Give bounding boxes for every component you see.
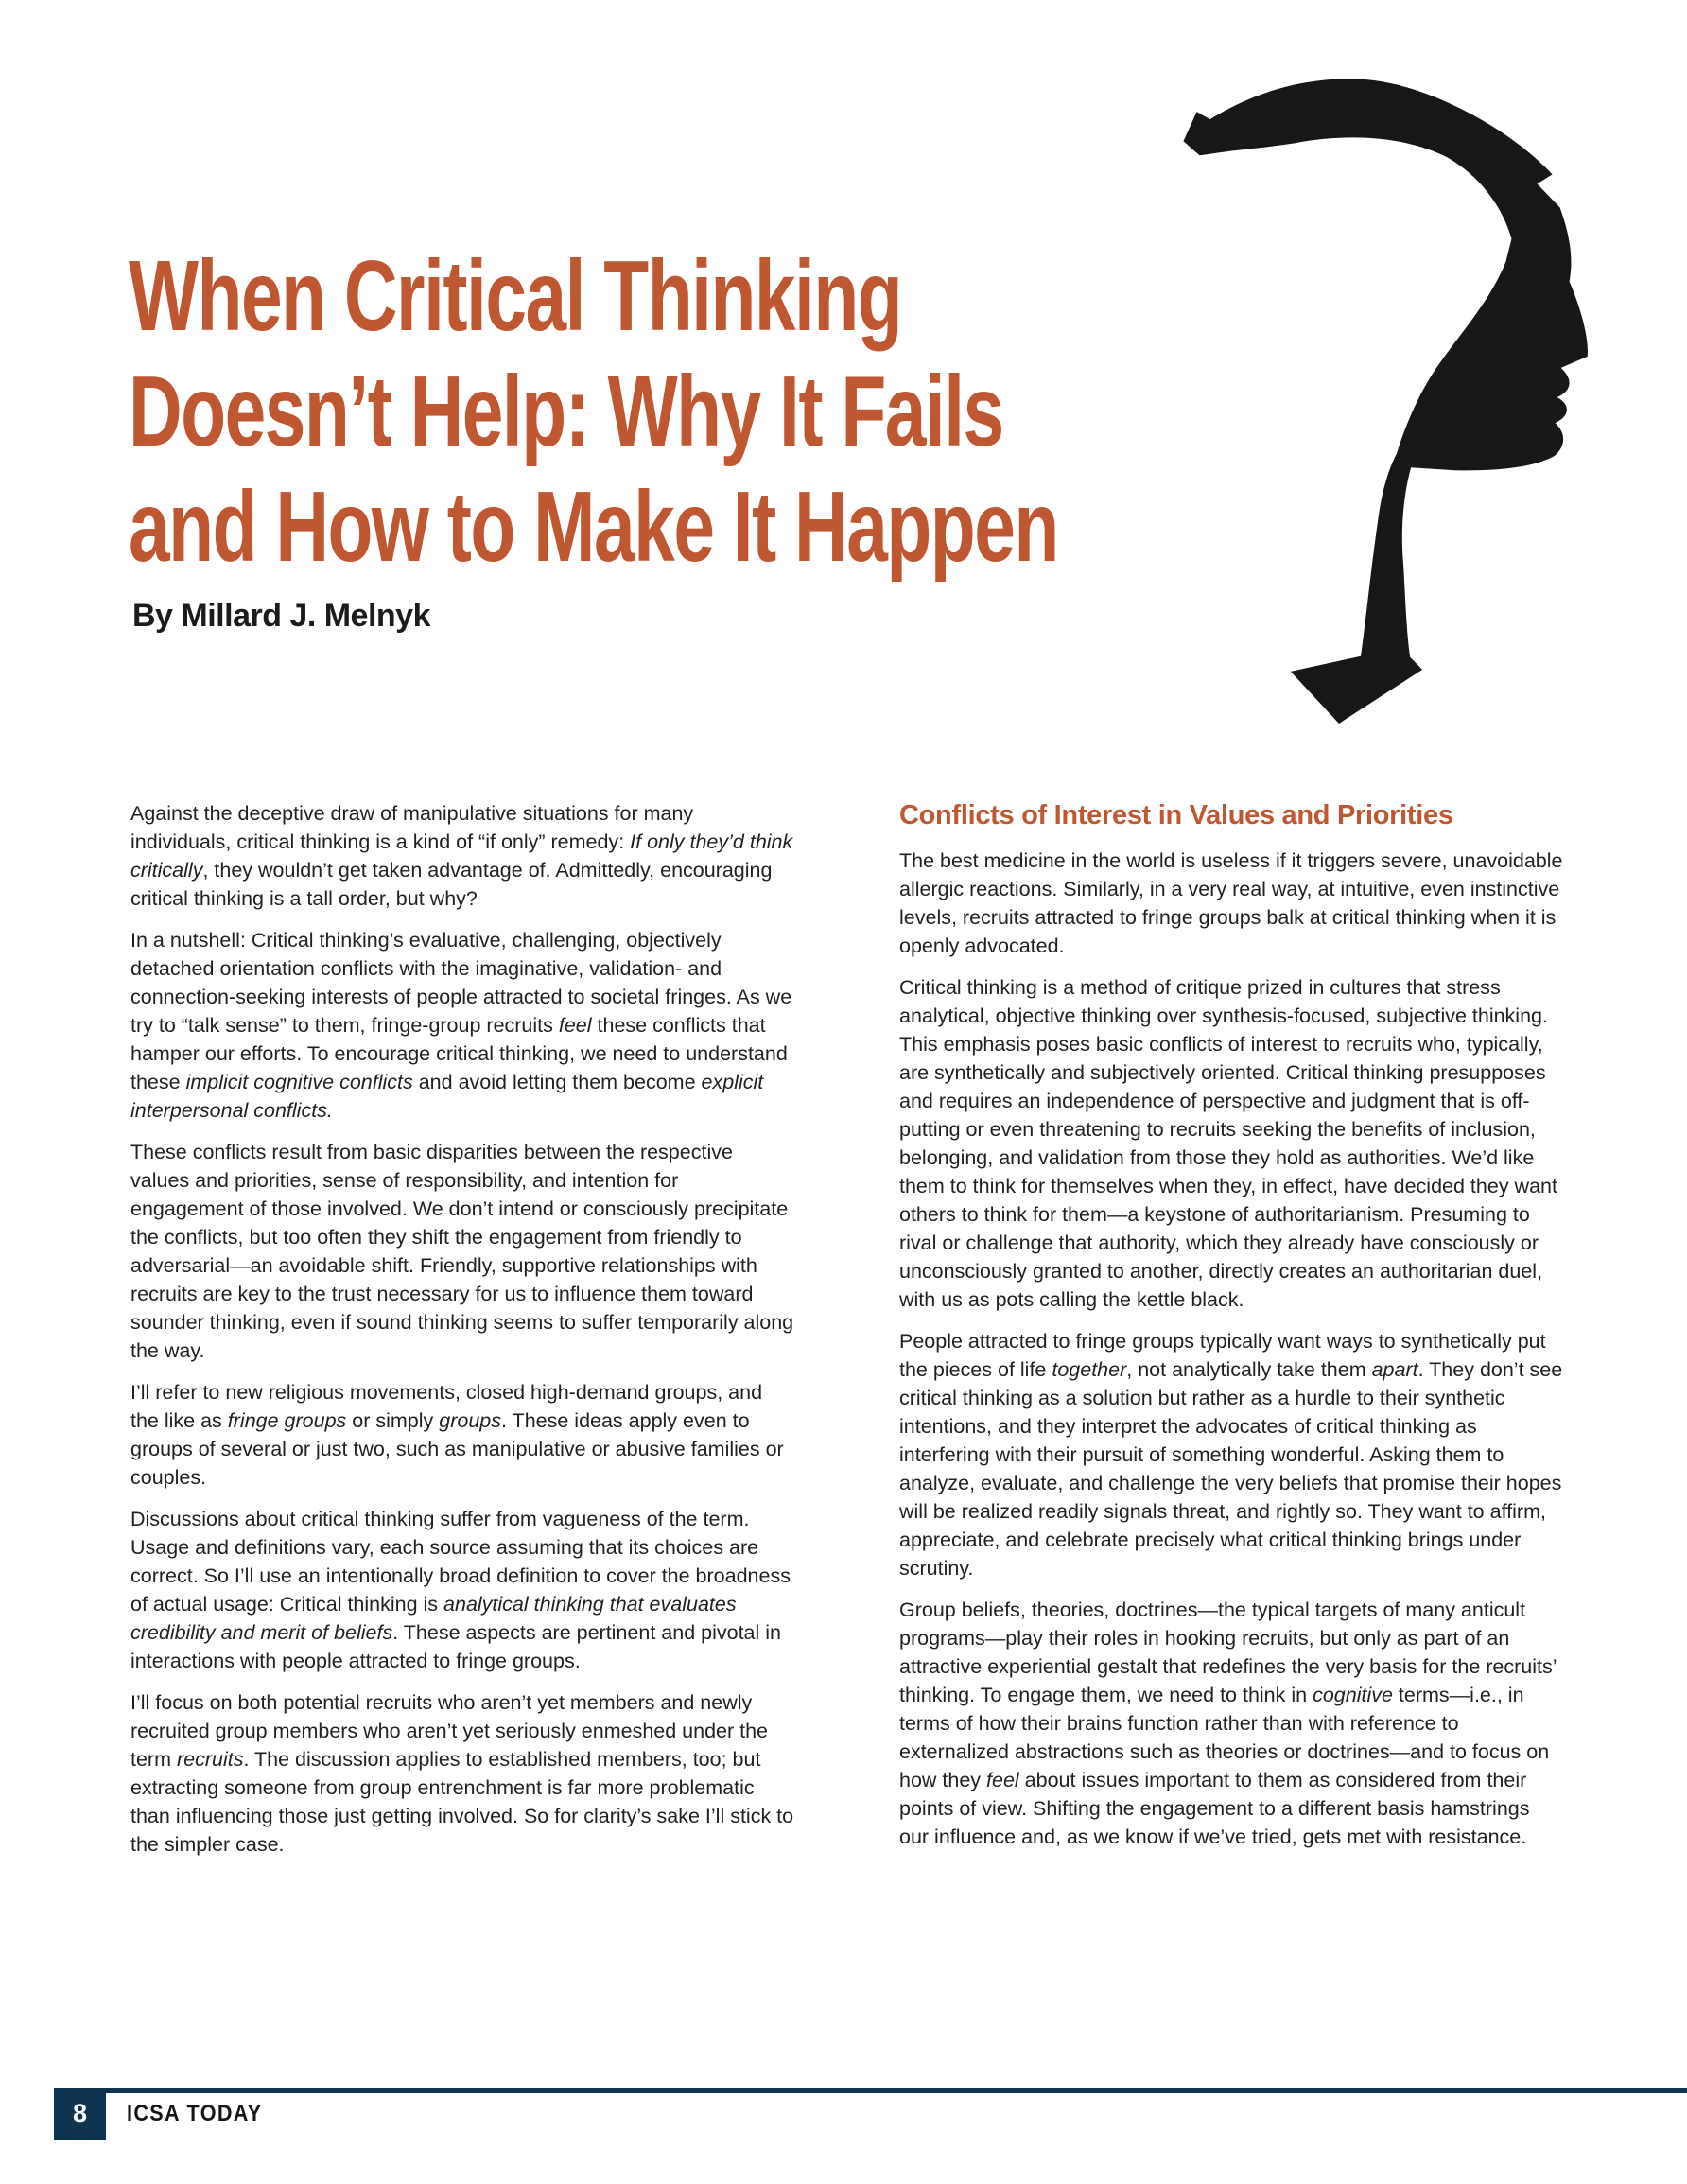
italic-text-run: apart bbox=[1371, 1358, 1418, 1381]
text-run: The best medicine in the world is useless if it triggers severe, unavoidable allergic reactions. Similarly, in a very real way, at intuitive, even instinctive levels, recruits attracted to fringe groups balk at critical thinking when it is openly advocated. bbox=[899, 849, 1563, 957]
text-run: . These aspects are pertinent and pivotal in interactions with people attracted to fringe groups. bbox=[130, 1621, 781, 1672]
italic-text-run: implicit cognitive conflicts bbox=[185, 1071, 413, 1093]
text-run: and avoid letting them become bbox=[412, 1071, 702, 1093]
page-number-box bbox=[54, 2088, 106, 2140]
italic-text-run: feel bbox=[558, 1014, 592, 1037]
body-paragraph bbox=[899, 973, 1564, 1314]
italic-text-run: recruits bbox=[176, 1748, 244, 1771]
section-heading: Conflicts of Interest in Values and Priorities bbox=[899, 800, 1453, 830]
text-run: These conflicts result from basic disparities between the respective values and priorities, sense of responsibility, and intention for engagement of those involved. We don’t intend or consciously precipitate the conflicts, but too often they shift the engagement from friendly to adversarial—an avoidable shift. Friendly, supportive relationships with recruits are key to the trust necessary for us to influence them toward sounder thinking, even if sound thinking seems to suffer temporarily along the way. bbox=[130, 1141, 794, 1362]
left-column bbox=[130, 799, 795, 1872]
article-title-line-1: When Critical Thinking bbox=[129, 240, 902, 352]
body-paragraph bbox=[130, 926, 795, 1125]
text-run: Against the deceptive draw of manipulative situations for many individuals, critical thinking is a kind of “if only” remedy: bbox=[130, 802, 694, 853]
text-run: I’ll focus on both potential recruits who aren’t yet members and newly recruited group members who aren’t yet seriously enmeshed under the term bbox=[130, 1691, 769, 1771]
page-number: 8 bbox=[72, 2099, 88, 2127]
italic-text-run: If only they’d think critically bbox=[130, 830, 793, 882]
body-paragraph bbox=[899, 1327, 1564, 1582]
body-paragraph bbox=[130, 799, 795, 913]
italic-text-run: fringe groups bbox=[227, 1409, 347, 1432]
text-run: or simply bbox=[346, 1409, 440, 1432]
text-run: Group beliefs, theories, doctrines—the typical targets of many anticult programs—play their roles in hooking recruits, but only as part of an attractive experiential gestalt that redefines the very basis for the recruits’ thinking. To engage them, we need to think in bbox=[899, 1599, 1557, 1706]
article-title bbox=[129, 238, 1058, 585]
italic-text-run: analytical thinking that evaluates credibility and merit of beliefs bbox=[130, 1593, 737, 1644]
text-run: Discussions about critical thinking suffer from vagueness of the term. Usage and definitions vary, each source assuming that its choices are correct. So I’ll use an intentionally broad definition to cover the broadness of actual usage: Critical thinking is bbox=[130, 1508, 791, 1616]
text-run: In a nutshell: Critical thinking’s evaluative, challenging, objectively detached orientation conflicts with the imaginative, validation- and connection-seeking interests of people attracted to societal fringes. As we try to “talk sense” to them, fringe-group recruits bbox=[130, 929, 792, 1037]
text-run: . These ideas apply even to groups of several or just two, such as manipulative or abusive families or couples. bbox=[130, 1409, 784, 1489]
publication-name: ICSA TODAY bbox=[127, 2101, 263, 2126]
text-run: People attracted to fringe groups typically want ways to synthetically put the pieces of life bbox=[899, 1330, 1546, 1381]
text-run: these conflicts that hamper our efforts. To encourage critical thinking, we need to understand these bbox=[130, 1014, 788, 1093]
italic-text-run: explicit interpersonal conflicts. bbox=[130, 1071, 764, 1122]
head-arrow-silhouette-path bbox=[1183, 79, 1587, 724]
footer-rule bbox=[54, 2088, 1687, 2093]
italic-text-run: cognitive bbox=[1313, 1684, 1393, 1706]
body-paragraph bbox=[130, 1505, 795, 1675]
text-run: terms—i.e., in terms of how their brains function rather than with reference to externalized abstractions such as theories or doctrines—and to focus on how they bbox=[899, 1684, 1550, 1791]
article-body bbox=[130, 799, 1564, 1872]
text-run: I’ll refer to new religious movements, closed high-demand groups, and the like as bbox=[130, 1381, 763, 1432]
text-run: , they wouldn’t get taken advantage of. Admittedly, encouraging critical thinking is a tall order, but why? bbox=[130, 859, 773, 910]
right-column-paragraphs bbox=[899, 847, 1564, 1851]
text-run: about issues important to them as considered from their points of view. Shifting the engagement to a different basis hamstrings our influence and, as we know if we’ve tried, gets met with resistance. bbox=[899, 1769, 1530, 1848]
italic-text-run: together bbox=[1052, 1358, 1127, 1381]
italic-text-run: feel bbox=[986, 1769, 1019, 1791]
article-title-line-2: Doesn’t Help: Why It Fails bbox=[129, 356, 1003, 467]
text-run: . The discussion applies to established members, too; but extracting someone from group entrenchment is far more problematic than influencing those just getting involved. So for clarity’s sake I’ll stick to the simpler case. bbox=[130, 1748, 794, 1856]
italic-text-run: groups bbox=[439, 1409, 501, 1432]
body-paragraph bbox=[130, 1138, 795, 1365]
text-run: . They don’t see critical thinking as a solution but rather as a hurdle to their synthetic intentions, and they interpret the advocates of critical thinking as interfering with their pursuit of something wonderful. Asking them to analyze, evaluate, and challenge the very beliefs that promise their hopes will be realized readily signals threat, and rightly so. They want to affirm, appreciate, and celebrate precisely what critical thinking brings under scrutiny. bbox=[899, 1358, 1563, 1580]
byline: By Millard J. Melnyk bbox=[132, 598, 430, 634]
text-run: , not analytically take them bbox=[1126, 1358, 1372, 1381]
body-paragraph bbox=[899, 847, 1564, 960]
right-column bbox=[899, 799, 1564, 1872]
article-title-line-3: and How to Make It Happen bbox=[129, 471, 1058, 583]
text-run: Critical thinking is a method of critique prized in cultures that stress analytical, objective thinking over synthesis-focused, subjective thinking. This emphasis poses basic conflicts of interest to recruits who, typically, are synthetically and subjectively oriented. Critical thinking presupposes and requires an independence of perspective and judgment that is off-putting or even threatening to recruits seeking the benefits of inclusion, belonging, and validation from those they hold as authorities. We’d like them to think for themselves when they, in effect, have decided they want others to think for them—a keystone of authoritarianism. Presuming to rival or challenge that authority, which they already have consciously or unconsciously granted to another, directly creates an authoritarian duel, with us as pots calling the kettle black. bbox=[899, 976, 1557, 1311]
body-paragraph bbox=[130, 1688, 795, 1859]
question-mark-head-graphic bbox=[1135, 62, 1591, 726]
body-paragraph bbox=[899, 1596, 1564, 1851]
body-paragraph bbox=[130, 1378, 795, 1492]
